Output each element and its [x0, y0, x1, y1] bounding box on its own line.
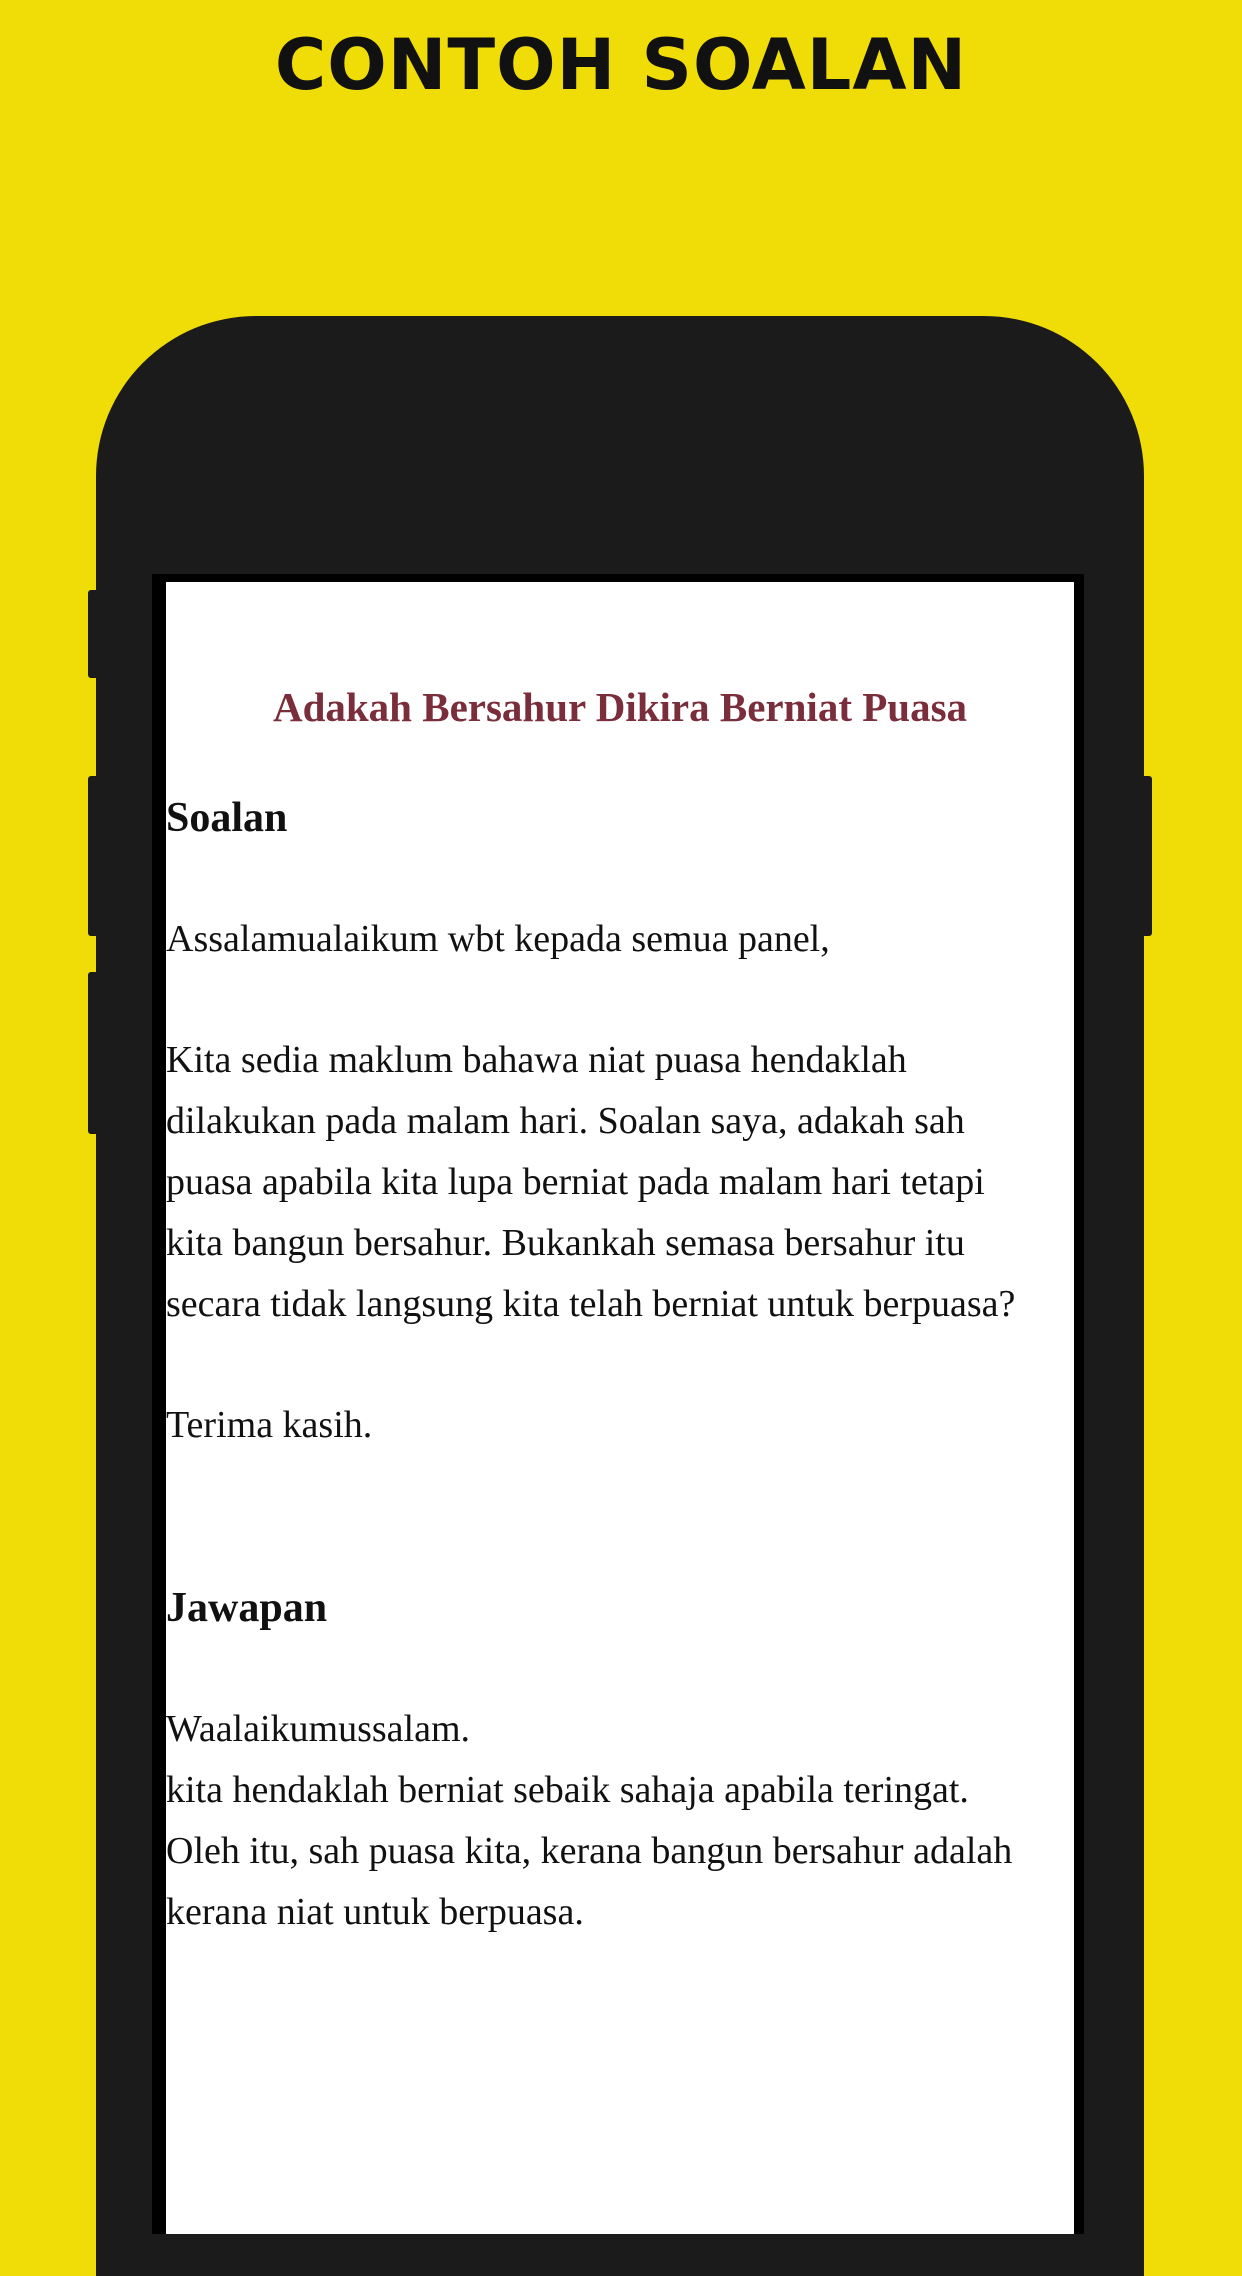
phone-screen [152, 574, 1084, 2234]
article-view[interactable] [166, 582, 1074, 2234]
question-body: Kita sedia maklum bahawa niat puasa hendaklah dilakukan pada malam hari. Soalan saya, adakah sah puasa apabila kita lupa berniat pada malam hari tetapi kita bangun bersahur. Bukankah semasa bersahur itu secara tidak langsung kita telah berniat untuk berpuasa? [166, 1039, 1016, 1325]
article-content [166, 682, 1074, 1943]
answer-heading: Jawapan [166, 1585, 328, 1631]
article-title: Adakah Bersahur Dikira Berniat Puasa [272, 684, 968, 730]
answer-body: Waalaikumussalam. kita hendaklah berniat sebaik sahaja apabila teringat. Oleh itu, sah puasa kita, kerana bangun bersahur adalah kerana niat untuk berpuasa. [166, 1708, 1013, 1933]
question-heading: Soalan [166, 795, 288, 841]
promo-title: CONTOH SOALAN [274, 24, 968, 106]
question-greeting: Assalamualaikum wbt kepada semua panel, [166, 918, 830, 960]
question-thanks: Terima kasih. [166, 1404, 373, 1446]
